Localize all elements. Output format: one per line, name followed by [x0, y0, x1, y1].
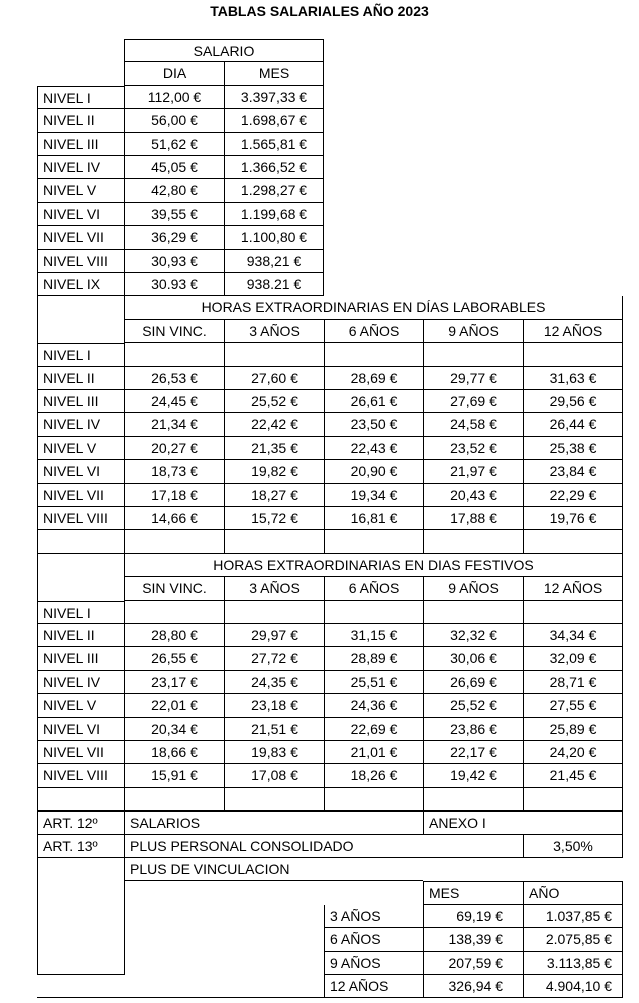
laborables-row-value: 17,88 €: [423, 507, 523, 530]
laborables-row-value: [224, 343, 324, 366]
salario-row-dia: 45,05 €: [124, 156, 224, 179]
festivos-col-header: SIN VINC.: [124, 577, 224, 600]
festivos-header: HORAS EXTRAORDINARIAS EN DIAS FESTIVOS: [124, 554, 623, 577]
festivos-row-value: 23,86 €: [423, 718, 523, 741]
festivos-row-value: 34,34 €: [523, 624, 623, 647]
festivos-row-value: 24,35 €: [224, 671, 324, 694]
laborables-row-value: 23,84 €: [523, 460, 623, 483]
laborables-row-value: 18,73 €: [124, 460, 224, 483]
festivos-row-value: 22,69 €: [324, 718, 423, 741]
laborables-row-value: 19,82 €: [224, 460, 324, 483]
laborables-row-value: 23,52 €: [423, 437, 523, 460]
salario-row-dia: 56,00 €: [124, 109, 224, 132]
festivos-row-value: 28,89 €: [324, 647, 423, 670]
salario-row-mes: 938,21 €: [224, 250, 324, 273]
salario-row-mes: 3.397,33 €: [224, 86, 324, 109]
laborables-row-value: 20,27 €: [124, 437, 224, 460]
vinculacion-left-blank: [37, 858, 124, 975]
festivos-blank-row: [37, 788, 124, 811]
festivos-col-header: 3 AÑOS: [224, 577, 324, 600]
laborables-row-value: 20,43 €: [423, 484, 523, 507]
laborables-row-value: 20,90 €: [324, 460, 423, 483]
vinculacion-col-ano: AÑO: [523, 881, 623, 904]
laborables-row-nivel: NIVEL V: [37, 437, 124, 460]
salario-header: SALARIO: [124, 39, 324, 62]
salario-row-mes: 938.21 €: [224, 273, 324, 296]
laborables-row-value: 27,60 €: [224, 367, 324, 390]
festivos-row-value: 18,26 €: [324, 764, 423, 787]
laborables-row-value: 21,34 €: [124, 413, 224, 436]
salario-row-dia: 39,55 €: [124, 203, 224, 226]
festivos-corner: [37, 554, 124, 601]
laborables-row-value: 26,61 €: [324, 390, 423, 413]
festivos-row-value: 18,66 €: [124, 741, 224, 764]
festivos-row-value: 28,71 €: [523, 671, 623, 694]
festivos-row-nivel: NIVEL VI: [37, 718, 124, 741]
laborables-row-value: [124, 343, 224, 366]
festivos-row-nivel: NIVEL I: [37, 601, 124, 624]
laborables-row-nivel: NIVEL I: [37, 343, 124, 366]
festivos-blank-cell: [324, 788, 423, 811]
laborables-row-value: 22,43 €: [324, 437, 423, 460]
art12-text: SALARIOS: [124, 811, 423, 834]
festivos-row-value: 17,08 €: [224, 764, 324, 787]
festivos-row-value: 15,91 €: [124, 764, 224, 787]
laborables-blank-cell: [423, 530, 523, 553]
laborables-row-value: 22,29 €: [523, 484, 623, 507]
laborables-col-header: SIN VINC.: [124, 320, 224, 343]
vinculacion-row-label: 6 AÑOS: [324, 928, 423, 951]
festivos-row-value: 28,80 €: [124, 624, 224, 647]
laborables-blank-row: [37, 530, 124, 553]
festivos-row-value: 26,55 €: [124, 647, 224, 670]
salario-row-nivel: NIVEL IX: [37, 273, 124, 296]
page-title: TABLAS SALARIALES AÑO 2023: [210, 3, 429, 19]
art12-ref: ANEXO I: [423, 811, 623, 834]
salario-row-mes: 1.199,68 €: [224, 203, 324, 226]
salario-row-nivel: NIVEL I: [37, 86, 124, 109]
festivos-row-nivel: NIVEL VIII: [37, 764, 124, 787]
laborables-row-nivel: NIVEL VI: [37, 460, 124, 483]
festivos-row-value: [523, 601, 623, 624]
bottom-rule: [37, 997, 324, 998]
laborables-blank-cell: [124, 530, 224, 553]
festivos-row-value: 21,51 €: [224, 718, 324, 741]
salario-row-nivel: NIVEL VII: [37, 226, 124, 249]
laborables-blank-cell: [324, 530, 423, 553]
salario-row-nivel: NIVEL III: [37, 133, 124, 156]
festivos-col-header: 12 AÑOS: [523, 577, 623, 600]
festivos-row-value: 22,01 €: [124, 694, 224, 717]
laborables-col-header: 12 AÑOS: [523, 320, 623, 343]
festivos-row-value: [224, 601, 324, 624]
salario-row-mes: 1.100,80 €: [224, 226, 324, 249]
festivos-row-value: 27,72 €: [224, 647, 324, 670]
vinculacion-row-ano: 1.037,85 €: [523, 905, 623, 928]
festivos-row-value: 26,69 €: [423, 671, 523, 694]
laborables-row-value: 17,18 €: [124, 484, 224, 507]
vinculacion-row-mes: 326,94 €: [423, 975, 523, 998]
laborables-row-value: 25,38 €: [523, 437, 623, 460]
festivos-row-nivel: NIVEL II: [37, 624, 124, 647]
festivos-row-value: 32,09 €: [523, 647, 623, 670]
festivos-row-value: [124, 601, 224, 624]
vinculacion-row-label: 9 AÑOS: [324, 952, 423, 975]
festivos-blank-cell: [423, 788, 523, 811]
salario-row-dia: 36,29 €: [124, 226, 224, 249]
salario-row-nivel: NIVEL VI: [37, 203, 124, 226]
festivos-blank-cell: [523, 788, 623, 811]
vinculacion-label: PLUS DE VINCULACION: [124, 858, 423, 881]
festivos-row-value: 25,52 €: [423, 694, 523, 717]
laborables-row-value: [423, 343, 523, 366]
vinculacion-row-mes: 69,19 €: [423, 905, 523, 928]
salario-row-dia: 51,62 €: [124, 133, 224, 156]
festivos-row-nivel: NIVEL IV: [37, 671, 124, 694]
laborables-header: HORAS EXTRAORDINARIAS EN DÍAS LABORABLES: [124, 296, 623, 319]
laborables-row-value: 21,97 €: [423, 460, 523, 483]
festivos-blank-cell: [124, 788, 224, 811]
salario-row-mes: 1.366,52 €: [224, 156, 324, 179]
festivos-row-value: 24,36 €: [324, 694, 423, 717]
festivos-row-value: 25,51 €: [324, 671, 423, 694]
laborables-col-header: 6 AÑOS: [324, 320, 423, 343]
art13-label: ART. 13º: [37, 835, 124, 858]
laborables-row-value: 15,72 €: [224, 507, 324, 530]
vinculacion-col-mes: MES: [423, 881, 523, 904]
laborables-row-value: 27,69 €: [423, 390, 523, 413]
festivos-col-header: 9 AÑOS: [423, 577, 523, 600]
laborables-blank-cell: [523, 530, 623, 553]
laborables-row-value: 16,81 €: [324, 507, 423, 530]
art13-value: 3,50%: [523, 835, 623, 858]
festivos-row-value: 20,34 €: [124, 718, 224, 741]
festivos-row-nivel: NIVEL III: [37, 647, 124, 670]
salario-row-dia: 112,00 €: [124, 86, 224, 109]
laborables-row-value: 28,69 €: [324, 367, 423, 390]
festivos-row-value: [324, 601, 423, 624]
festivos-row-value: 23,17 €: [124, 671, 224, 694]
laborables-row-value: 25,52 €: [224, 390, 324, 413]
festivos-col-header: 6 AÑOS: [324, 577, 423, 600]
festivos-row-value: 25,89 €: [523, 718, 623, 741]
festivos-row-value: 27,55 €: [523, 694, 623, 717]
festivos-row-value: [423, 601, 523, 624]
laborables-row-value: 18,27 €: [224, 484, 324, 507]
vinculacion-row-label: 12 AÑOS: [324, 975, 423, 998]
festivos-row-value: 31,15 €: [324, 624, 423, 647]
laborables-row-value: 24,58 €: [423, 413, 523, 436]
salario-row-mes: 1.698,67 €: [224, 109, 324, 132]
salario-row-nivel: NIVEL IV: [37, 156, 124, 179]
laborables-row-value: 26,44 €: [523, 413, 623, 436]
left-rule: [37, 858, 38, 975]
salario-row-nivel: NIVEL VIII: [37, 250, 124, 273]
salario-col-dia: DIA: [124, 62, 224, 85]
laborables-row-value: 29,77 €: [423, 367, 523, 390]
vinculacion-row-mes: 207,59 €: [423, 952, 523, 975]
laborables-row-nivel: NIVEL VIII: [37, 507, 124, 530]
vinculacion-row-ano: 4.904,10 €: [523, 975, 623, 998]
laborables-col-header: 9 AÑOS: [423, 320, 523, 343]
festivos-row-value: 21,01 €: [324, 741, 423, 764]
laborables-row-value: 31,63 €: [523, 367, 623, 390]
laborables-row-value: 21,35 €: [224, 437, 324, 460]
vinculacion-row-mes: 138,39 €: [423, 928, 523, 951]
salario-row-mes: 1.565,81 €: [224, 133, 324, 156]
festivos-row-value: 29,97 €: [224, 624, 324, 647]
laborables-blank-cell: [224, 530, 324, 553]
vinculacion-row-ano: 3.113,85 €: [523, 952, 623, 975]
laborables-row-value: 19,34 €: [324, 484, 423, 507]
laborables-row-nivel: NIVEL IV: [37, 413, 124, 436]
salario-row-nivel: NIVEL V: [37, 179, 124, 202]
vinculacion-inner-rule: [124, 881, 125, 975]
art13-text: PLUS PERSONAL CONSOLIDADO: [124, 835, 523, 858]
festivos-row-value: 23,18 €: [224, 694, 324, 717]
festivos-row-value: 24,20 €: [523, 741, 623, 764]
laborables-row-value: 29,56 €: [523, 390, 623, 413]
festivos-row-nivel: NIVEL VII: [37, 741, 124, 764]
laborables-row-nivel: NIVEL II: [37, 367, 124, 390]
festivos-row-value: 30,06 €: [423, 647, 523, 670]
salario-row-mes: 1.298,27 €: [224, 179, 324, 202]
salario-row-nivel: NIVEL II: [37, 109, 124, 132]
salario-row-dia: 30.93 €: [124, 273, 224, 296]
laborables-row-value: [523, 343, 623, 366]
laborables-row-value: 22,42 €: [224, 413, 324, 436]
laborables-row-value: [324, 343, 423, 366]
festivos-row-value: 19,83 €: [224, 741, 324, 764]
salario-row-dia: 42,80 €: [124, 179, 224, 202]
salario-row-dia: 30,93 €: [124, 250, 224, 273]
salario-col-mes: MES: [224, 62, 324, 85]
art12-label: ART. 12º: [37, 811, 124, 834]
festivos-row-value: 32,32 €: [423, 624, 523, 647]
festivos-blank-cell: [224, 788, 324, 811]
laborables-row-value: 26,53 €: [124, 367, 224, 390]
laborables-row-value: 23,50 €: [324, 413, 423, 436]
laborables-row-value: 24,45 €: [124, 390, 224, 413]
vinculacion-row-ano: 2.075,85 €: [523, 928, 623, 951]
festivos-row-value: 21,45 €: [523, 764, 623, 787]
laborables-row-value: 19,76 €: [523, 507, 623, 530]
laborables-row-nivel: NIVEL III: [37, 390, 124, 413]
laborables-row-nivel: NIVEL VII: [37, 484, 124, 507]
festivos-row-value: 22,17 €: [423, 741, 523, 764]
festivos-row-value: 19,42 €: [423, 764, 523, 787]
laborables-corner: [37, 296, 124, 343]
vinculacion-row-label: 3 AÑOS: [324, 905, 423, 928]
festivos-row-nivel: NIVEL V: [37, 694, 124, 717]
laborables-row-value: 14,66 €: [124, 507, 224, 530]
laborables-col-header: 3 AÑOS: [224, 320, 324, 343]
